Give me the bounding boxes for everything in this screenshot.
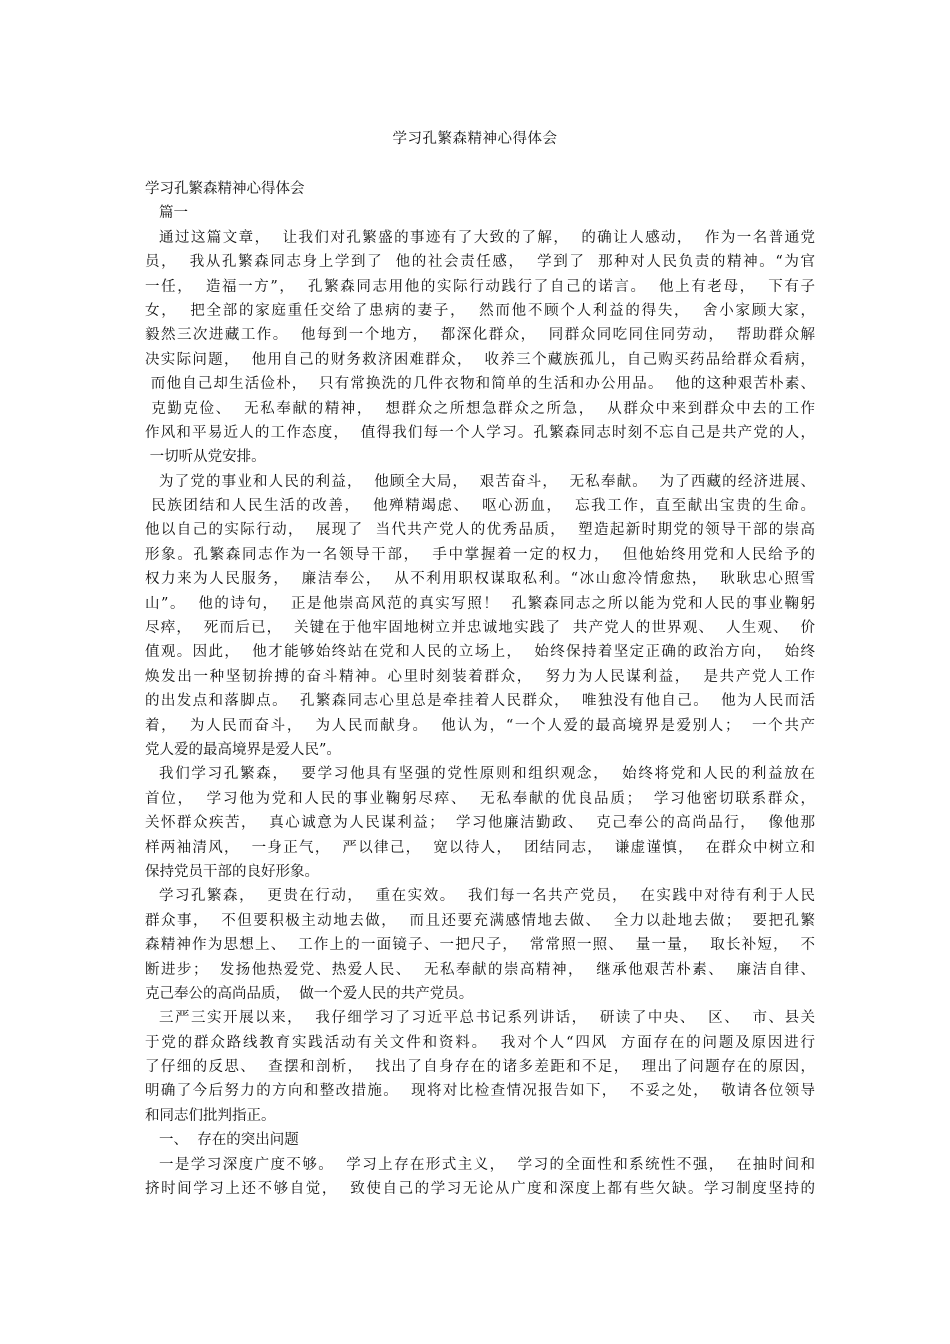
text-line: 山”。 他的诗句， 正是他崇高风范的真实写照！ 孔繁森同志之所以能为党和人民的事业鞠躬 [145, 595, 815, 612]
text-line: 克己奉公的高尚品质， 做一个爱人民的共产党员。 [145, 985, 474, 1002]
text-line: 关怀群众疾苦， 真心诚意为人民谋利益； 学习他廉洁勤政、 克己奉公的高尚品行， 像他那 [145, 815, 815, 832]
document-body [145, 177, 815, 1201]
text-line: 通过这篇文章， 让我们对孔繁盛的事迹有了大致的了解， 的确让人感动， 作为一名普通党 [159, 229, 815, 246]
text-line: 而他自己却生活俭朴， 只有常换洗的几件衣物和简单的生活和办公用品。 他的这种艰苦朴素、 [145, 376, 815, 393]
text-line: 权力来为人民服务， 廉洁奉公， 从不利用职权谋取私利。“冰山愈冷情愈热， 耿耿忠心照雪 [145, 571, 815, 588]
text-line: 毅然三次进藏工作。 他每到一个地方， 都深化群众， 同群众同吃同住同劳动， 帮助群众解 [145, 327, 815, 344]
text-line: 断进步； 发扬他热爱党、热爱人民、 无私奉献的崇高精神， 继承他艰苦朴素、 廉洁自律、 [145, 961, 815, 978]
text-line: 挤时间学习上还不够自觉， 致使自己的学习无论从广度和深度上都有些欠缺。学习制度坚持的 [145, 1181, 815, 1198]
text-line: 一任， 造福一方”， 孔繁森同志用他的实际行动践行了自己的诺言。 他上有老母， 下有子 [145, 278, 815, 295]
text-line: 了仔细的反思、 查摆和剖析， 找出了自身存在的诸多差距和不足， 理出了问题存在的原因， [145, 1059, 815, 1076]
text-line: 决实际问题， 他用自己的财务救济困难群众， 收养三个藏族孤儿，自己购买药品给群众看病， [145, 351, 815, 368]
text-line: 克勤克俭、 无私奉献的精神， 想群众之所想急群众之所急， 从群众中来到群众中去的工作 [145, 400, 815, 417]
text-line: 于党的群众路线教育实践活动有关文件和资料。 我对个人“四风 方面存在的问题及原因进行 [145, 1034, 815, 1051]
text-line: 一切听从党安排。 [145, 449, 266, 466]
text-line: 篇一 [159, 205, 188, 222]
text-line: 样两袖清风， 一身正气， 严以律己， 宽以待人， 团结同志， 谦虚谨慎， 在群众中树立和 [145, 839, 815, 856]
text-line: 保持党员干部的良好形象。 [145, 863, 319, 880]
text-line: 一是学习深度广度不够。 学习上存在形式主义， 学习的全面性和系统性不强， 在抽时间和 [159, 1156, 815, 1173]
text-line: 我们学习孔繁森， 要学习他具有坚强的党性原则和组织观念， 始终将党和人民的利益放在 [159, 766, 815, 783]
text-line: 的出发点和落脚点。 孔繁森同志心里总是牵挂着人民群众， 唯独没有他自己。 他为人民而活 [145, 693, 815, 710]
text-line: 焕发出一种坚韧拚搏的奋斗精神。心里时刻装着群众， 努力为人民谋利益， 是共产党人工作 [145, 668, 815, 685]
text-line: 三严三实开展以来， 我仔细学习了习近平总书记系列讲话， 研读了中央、 区、 市、县关 [159, 1010, 815, 1027]
text-line: 明确了今后努力的方向和整改措施。 现将对比检查情况报告如下， 不妥之处， 敬请各位领导 [145, 1083, 815, 1100]
text-line: 首位， 学习他为党和人民的事业鞠躬尽瘁、 无私奉献的优良品质； 学习他密切联系群众， [145, 790, 815, 807]
text-line: 群众事， 不但要积极主动地去做， 而且还要充满感情地去做、 全力以赴地去做； 要把孔繁 [145, 912, 815, 929]
text-line: 一、 存在的突出问题 [159, 1132, 299, 1149]
text-line: 着， 为人民而奋斗， 为人民而献身。 他认为，“一个人爱的最高境界是爱别人； 一个共产 [145, 717, 815, 734]
text-line: 学习孔繁森精神心得体会 [145, 181, 305, 197]
text-line: 形象。孔繁森同志作为一名领导干部， 手中掌握着一定的权力， 但他始终用党和人民给予的 [145, 546, 815, 563]
text-line: 党人爱的最高境界是爱人民”。 [145, 741, 341, 758]
text-line: 女， 把全部的家庭重任交给了患病的妻子， 然而他不顾个人利益的得失， 舍小家顾大家， [145, 302, 815, 319]
text-line: 他以自己的实际行动， 展现了 当代共产党人的优秀品质， 塑造起新时期党的领导干部的崇高 [145, 522, 815, 539]
text-line: 森精神作为思想上、 工作上的一面镜子、一把尺子， 常常照一照、 量一量， 取长补短， 不 [145, 937, 815, 954]
text-line: 尽瘁， 死而后已， 关键在于他牢固地树立并忠诚地实践了 共产党人的世界观、 人生观、 价 [145, 620, 815, 637]
text-line: 学习孔繁森， 更贵在行动， 重在实效。 我们每一名共产党员， 在实践中对待有利于人民 [159, 888, 815, 905]
text-line: 作风和平易近人的工作态度， 值得我们每一个人学习。孔繁森同志时刻不忘自己是共产党的人， [145, 424, 815, 441]
text-line: 为了党的事业和人民的利益， 他顾全大局， 艰苦奋斗， 无私奉献。 为了西藏的经济进展、 [159, 473, 815, 490]
text-line: 和同志们批判指正。 [145, 1107, 276, 1124]
document-title: 学习孔繁森精神心得体会 [392, 131, 558, 147]
text-line: 员， 我从孔繁森同志身上学到了 他的社会责任感， 学到了 那种对人民负责的精神。“为官 [145, 254, 815, 271]
text-line: 民族团结和人民生活的改善， 他殚精竭虑、 呕心沥血， 忘我工作，直至献出宝贵的生命。 [145, 498, 815, 515]
text-line: 值观。因此， 他才能够始终站在党和人民的立场上， 始终保持着坚定正确的政治方向， 始终 [145, 644, 815, 661]
